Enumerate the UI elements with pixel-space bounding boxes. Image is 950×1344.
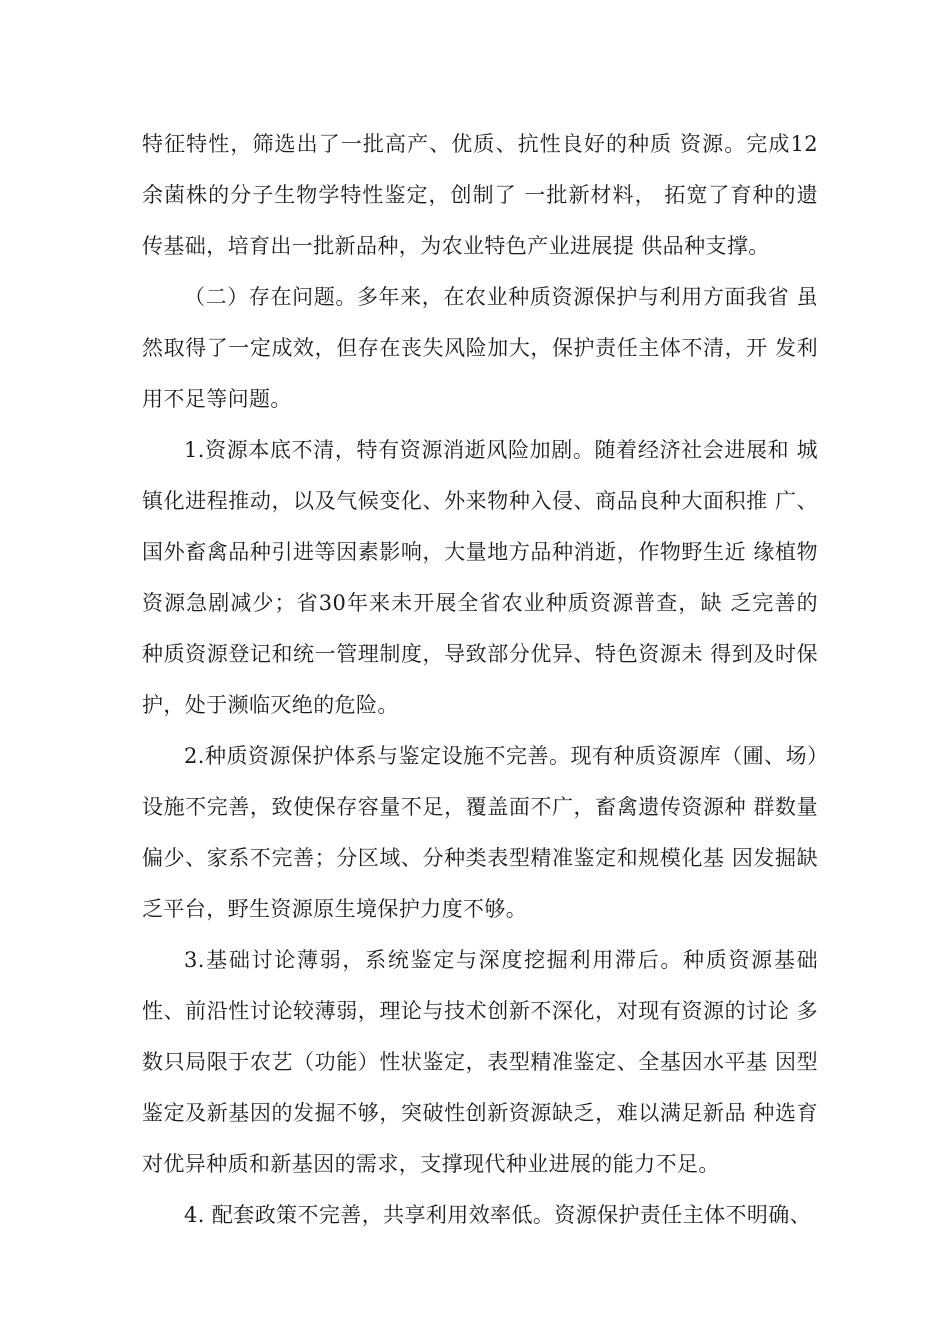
paragraph-item-3: 3.基础讨论薄弱，系统鉴定与深度挖掘利用滞后。种质资源基础性、前沿性讨论较薄弱，理论与技术创新不深化，对现有资源的讨论 多数只局限于农艺（功能）性状鉴定，表型精准鉴定、全基因水平基 因型鉴定及新基因的发掘不够，突破性创新资源缺乏，难以满足新品 种选育对优异种质和新基因的需求，支撑现代种业进展的能力不足。: [142, 948, 818, 1176]
paragraph-existing-problems: （二）存在问题。多年来，在农业种质资源保护与利用方面我省 虽然取得了一定成效，但存在丧失风险加大，保护责任主体不清，开 发利用不足等问题。: [142, 285, 818, 411]
paragraph-item-4: 4. 配套政策不完善，共享利用效率低。资源保护责任主体不明确、: [184, 1203, 812, 1227]
paragraph-continuation: 特征特性，筛选出了一批高产、优质、抗性良好的种质 资源。完成12余菌株的分子生物学特性鉴定，创制了 一批新材料， 拓宽了育种的遗传基础，培育出一批新品种，为农业特色产业进展提 供品种支撑。: [142, 132, 818, 258]
paragraph-item-1: 1.资源本底不清，特有资源消逝风险加剧。随着经济社会进展和 城镇化进程推动，以及气候变化、外来物种入侵、商品良种大面积推 广、国外畜禽品种引进等因素影响，大量地方品种消逝，作物野生近 缘植物资源急剧减少；省30年来未开展全省农业种质资源普查，缺 乏完善的种质资源登记和统一管理制度，导致部分优异、特色资源未 得到及时保护，处于濒临灭绝的危险。: [142, 438, 818, 717]
paragraph-item-2: 2.种质资源保护体系与鉴定设施不完善。现有种质资源库（圃、场）设施不完善，致使保存容量不足，覆盖面不广，畜禽遗传资源种 群数量偏少、家系不完善；分区域、分种类表型精准鉴定和规模化基 因发掘缺乏平台，野生资源原生境保护力度不够。: [142, 744, 818, 921]
document-body: [142, 119, 818, 1241]
